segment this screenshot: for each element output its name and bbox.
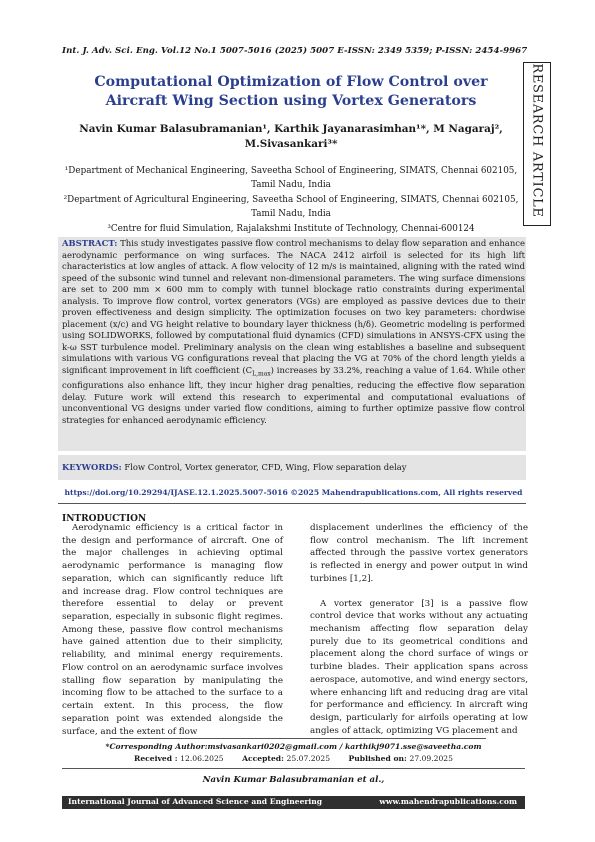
affiliation-1: ¹Department of Mechanical Engineering, Saveetha School of Engineering, SIMATS, Chennai 602105, Tamil Nadu, India: [64, 166, 518, 191]
abstract-body: This study investigates passive flow control mechanisms to delay flow separation and enhance aerodynamic performance on wing surfaces. The NACA 2412 airfoil is selected for its high lift characteristics at low angles of attack. A flow velocity of 12 m/s is maintained, aligning with the rated wind speed of the subsonic wind tunnel and relevant non-dimensional parameters. The wing surface dimensions are set to 200 mm × 600 mm to comply with tunnel blockage ratio constraints during experimental analysis. To improve flow control, vortex generators (VGs) are employed as passive devices due to their proven effectiveness and design simplicity. The optimization focuses on two key parameters: chordwise placement (x/c) and VG height relative to boundary layer thickness (h/δ). Geometric modeling is performed using SOLIDWORKS, followed by computational fluid dynamics (CFD) simulations in ANSYS-CFX using the k-ω SST turbulence model. Preliminary analysis on the clean wing establishes a baseline and subsequent simulations with various VG configurations reveal that placing the VG at 70% of the chord length yields a significant improvement in lift coefficient (C: [62, 238, 525, 376]
received-label: Received :: [134, 754, 178, 763]
author-list: Navin Kumar Balasubramanian¹, Karthik Jayanarasimhan¹*, M Nagaraj², M.Sivasankari³*: [79, 123, 503, 150]
body-column-left: [62, 522, 283, 738]
footer-divider: [62, 768, 525, 769]
section-heading-introduction: INTRODUCTION: [62, 514, 147, 524]
article-type-label: RESEARCH ARTICLE: [529, 63, 545, 218]
journal-citation-line: Int. J. Adv. Sci. Eng. Vol.12 No.1 5007-5016 (2025) 5007 E-ISSN: 2349 5359; P-ISSN: 2454-9967: [62, 46, 528, 56]
paper-title: Computational Optimization of Flow Control over Aircraft Wing Section using Vortex Generators: [94, 74, 488, 109]
doi-link[interactable]: https://doi.org/10.29294/IJASE.12.1.2025.5007-5016 ©2025 Mahendrapublications.com, All rights reserved: [64, 488, 523, 497]
abstract-body-cont: ) increases by 33.2%, reaching a value of 1.64. While other configurations also enhance lift, they incur higher drag penalties, reducing the effective flow separation delay. Future work will extend this research to experimental and computational evaluations of unconventional VG designs under varied flow conditions, aiming to further optimize passive flow control strategies for enhanced aerodynamic efficiency.: [62, 365, 526, 425]
footer-journal-name: International Journal of Advanced Science and Engineering: [68, 797, 323, 806]
article-type-banner: [523, 62, 551, 226]
body-column-right: [310, 522, 528, 738]
keywords-label: KEYWORDS:: [62, 462, 122, 472]
abstract: [62, 238, 525, 426]
abstract-label: ABSTRACT:: [62, 238, 118, 248]
intro-paragraph-2: A vortex generator [3] is a passive flow control device that works without any actuating mechanism affecting flow separation delay purely due to its geometrical conditions and placement along the chord surface of wings or turbine blades. Their application spans across aerospace, automotive, and wind energy sectors, where enhancing lift and reducing drag are vital for performance and efficiency. In aircraft wing design, particularly for airfoils operating at low angles of attack, optimizing VG placement and: [310, 598, 528, 736]
keywords: [62, 462, 525, 472]
footnote-divider: [110, 738, 486, 739]
divider: [58, 503, 526, 504]
accepted-label: Accepted:: [242, 754, 284, 763]
intro-paragraph-1-cont: displacement underlines the efficiency of the flow control mechanism. The lift increment affected through the passive vortex generators is reflected in energy and power output in wind turbines [1,2].: [310, 523, 528, 584]
accepted-date: 25.07.2025: [286, 754, 331, 763]
running-author: Navin Kumar Balasubramanian et al.,: [202, 775, 385, 785]
affiliations: [62, 164, 520, 236]
published-date: 27.09.2025: [409, 754, 453, 763]
intro-paragraph-1: Aerodynamic efficiency is a critical factor in the design and performance of aircraft. One of the major challenges in achieving optimal aerodynamic performance is managing flow separation, which can significantly reduce lift and increase drag. Flow control techniques are therefore essential to delay or prevent separation, especially in subsonic flight regimes. Among these, passive flow control mechanisms have gained attention due to their simplicity, reliability, and minimal energy requirements. Flow control on an aerodynamic surface involves stalling flow separation by manipulating the incoming flow to be attached to the surface to a certain extent. In this process, the flow separation point was extended alongside the surface, and the extent of flow: [62, 523, 283, 737]
dates-row: [62, 753, 525, 765]
cl-max-subscript: L,max: [252, 370, 271, 378]
affiliation-2: ²Department of Agricultural Engineering, Saveetha School of Engineering, SIMATS, Chennai 602105, Tamil Nadu, India: [63, 194, 519, 220]
affiliation-3: ³Centre for fluid Simulation, Rajalakshmi Institute of Technology, Chennai-600124: [107, 223, 475, 234]
footnote-block: [62, 741, 525, 765]
keywords-list: Flow Control, Vortex generator, CFD, Wing, Flow separation delay: [121, 462, 407, 472]
footer-bar: [62, 796, 525, 809]
received-date: 12.06.2025: [180, 754, 224, 763]
corresponding-author[interactable]: *Corresponding Author:msivasankari0202@gmail.com / karthikj9071.sse@saveetha.com: [105, 742, 482, 751]
published-label: Published on:: [348, 754, 407, 763]
footer-website-link[interactable]: www.mahendrapublications.com: [379, 797, 517, 806]
